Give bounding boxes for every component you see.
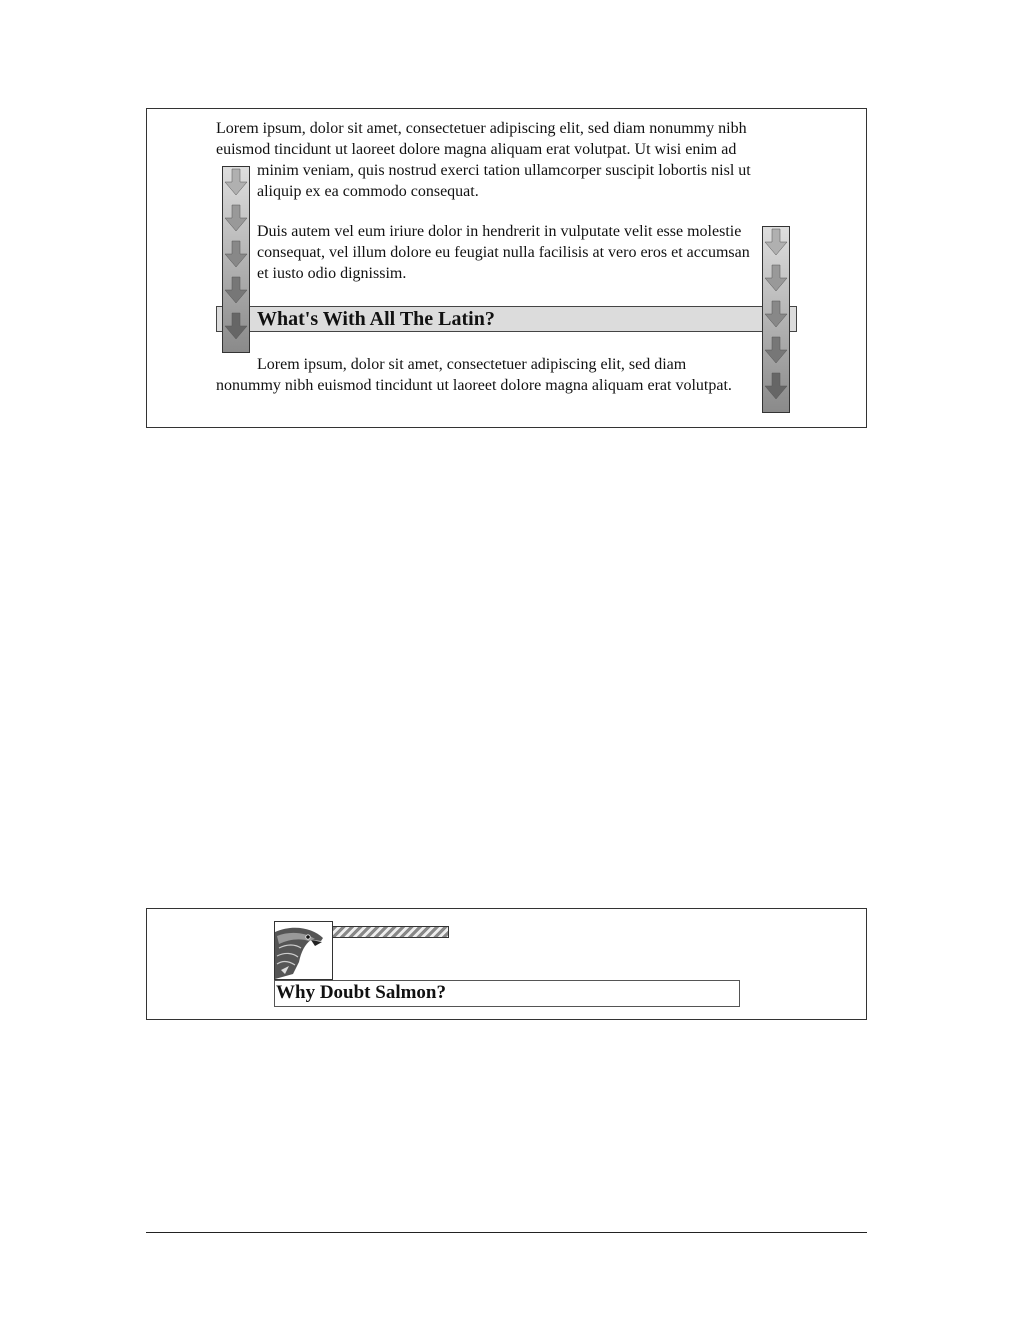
paragraph-1-end: minim veniam, quis nostrud exerci tation ullamcorper suscipit lobortis nisl ut aliquip ex ea commodo consequat. [257, 162, 751, 200]
left-float-arrows [222, 166, 250, 353]
striped-bar [332, 926, 449, 938]
down-arrow-icon [223, 167, 249, 352]
paragraph-3: Lorem ipsum, dolor sit amet, consectetuer adipiscing elit, sed diam nonummy nibh euismod tincidunt ut laoreet dolore magna aliquam erat volutpat. [216, 356, 732, 394]
section-heading: What's With All The Latin? [257, 308, 495, 330]
salmon-head-image [274, 921, 333, 980]
paragraph-2: Duis autem vel eum iriure dolor in hendrerit in vulputate velit esse molestie consequat, vel illum dolore eu feugiat nulla facilisis at vero eros et accumsan et iusto odio dignissim. [257, 223, 750, 282]
salmon-head-icon [275, 922, 332, 979]
footer-rule [146, 1232, 867, 1233]
salmon-heading: Why Doubt Salmon? [276, 982, 446, 1003]
right-float-arrows [762, 226, 790, 413]
down-arrow-icon [763, 227, 789, 412]
salmon-example-figure [146, 908, 867, 1020]
css-float-example-figure [146, 108, 867, 428]
paragraph-1-start: Lorem ipsum, dolor sit amet, consectetuer adipiscing elit, sed diam nonummy nibh euismod tincidunt ut laoreet dolore magna aliquam erat volutpat. Ut wisi enim ad [216, 120, 747, 158]
